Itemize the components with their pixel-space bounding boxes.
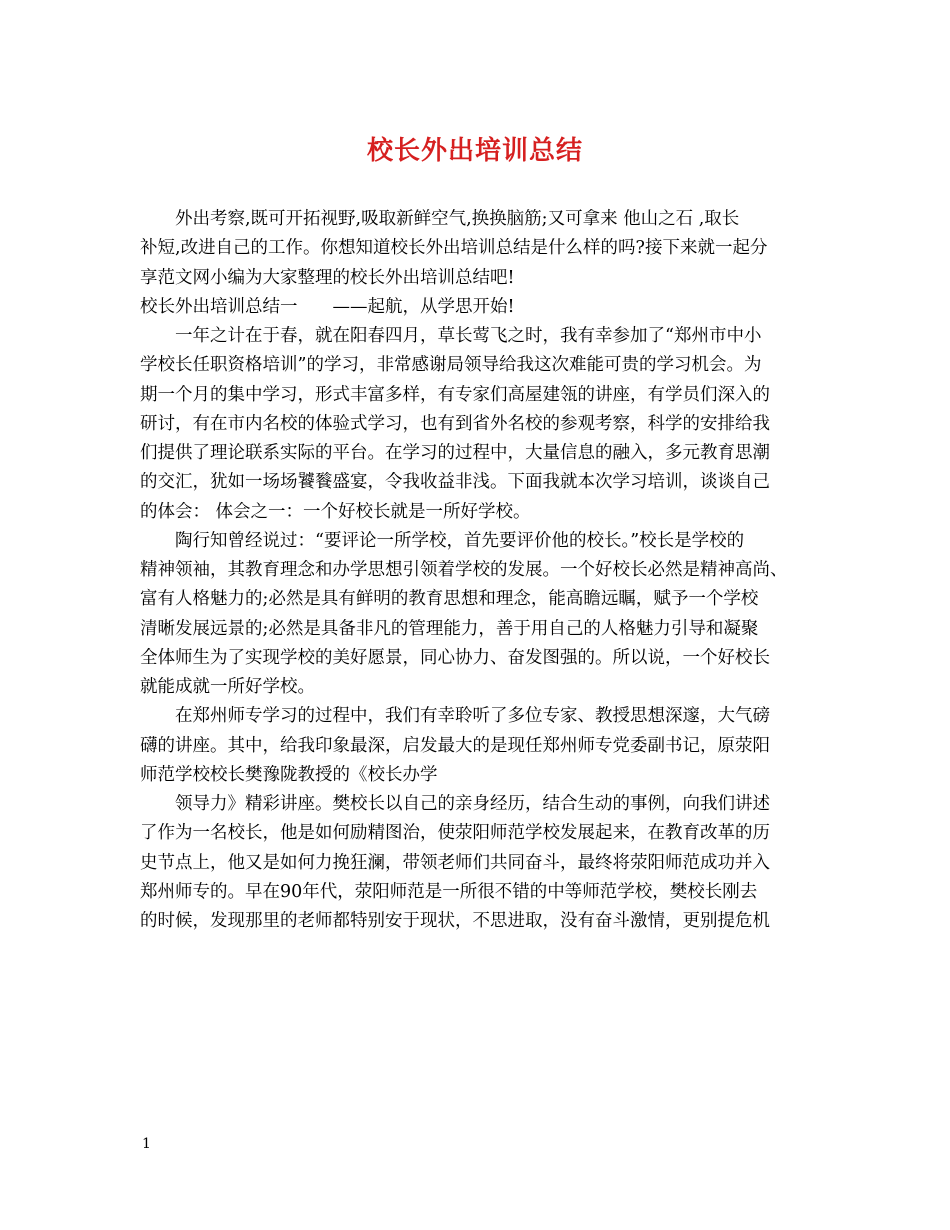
text-line: 领导力》精彩讲座。樊校长以自己的亲身经历，结合生动的事例，向我们讲述 [175, 794, 770, 814]
text-line: 研讨，有在市内名校的体验式学习，也有到省外名校的参观考察，科学的安排给我 [140, 413, 770, 434]
text-line: 了作为一名校长，他是如何励精图治，使荥阳师范学校发展起来，在教育改革的历 [140, 823, 770, 844]
text-line: 一年之计在于春，就在阳春四月，草长莺飞之时，我有幸参加了“郑州市中小 [175, 326, 762, 346]
text-line: 精神领袖，其教育理念和办学思想引领着学校的发展。一个好校长必然是精神高尚、 [140, 560, 788, 580]
text-line: 的体会： 体会之一：一个好校长就是一所好学校。 [140, 501, 531, 522]
text-line: 富有人格魅力的;必然是具有鲜明的教育思想和理念，能高瞻远瞩，赋予一个学校 [140, 589, 759, 610]
text-line: 们提供了理论联系实际的平台。在学习的过程中，大量信息的融入，多元教育思潮 [140, 443, 770, 463]
text-line: 郑州师专的。早在90年代，荥阳师范是一所很不错的中等师范学校，樊校长刚去 [140, 881, 758, 902]
text-line: 期一个月的集中学习，形式丰富多样，有专家们高屋建瓴的讲座，有学员们深入的 [140, 384, 770, 405]
text-line: 享范文网小编为大家整理的校长外出培训总结吧! [140, 267, 515, 288]
text-line: 在郑州师专学习的过程中，我们有幸聆听了多位专家、教授思想深邃，大气磅 [175, 706, 770, 727]
text-line: 陶行知曾经说过：“要评论一所学校，首先要评价他的校长。”校长是学校的 [175, 530, 745, 551]
text-line: 礴的讲座。其中，给我印象最深，启发最大的是现任郑州师专党委副书记，原荥阳 [140, 735, 770, 756]
page-number: 1 [142, 1136, 151, 1152]
text-line: 的交汇，犹如一场场饕餮盛宴，令我收益非浅。下面我就本次学习培训，谈谈自己 [140, 472, 770, 493]
text-line: 全体师生为了实现学校的美好愿景，同心协力、奋发图强的。所以说，一个好校长 [140, 647, 770, 668]
text-line: 师范学校校长樊豫陇教授的《校长办学 [140, 764, 438, 785]
document-title: 校长外出培训总结 [366, 136, 583, 166]
text-line: 校长外出培训总结一 ——起航，从学思开始! [140, 296, 515, 317]
text-line: 外出考察,既可开拓视野,吸取新鲜空气,换换脑筋;又可拿来 他山之石 ,取长 [175, 209, 740, 229]
document-body [140, 205, 820, 936]
text-line: 学校长任职资格培训”的学习，非常感谢局领导给我这次难能可贵的学习机会。为 [140, 355, 762, 376]
text-line: 清晰发展远景的;必然是具备非凡的管理能力，善于用自己的人格魅力引导和凝聚 [140, 618, 759, 639]
text-line: 补短,改进自己的工作。你想知道校长外出培训总结是什么样的吗?接下来就一起分 [140, 238, 768, 259]
text-line: 史节点上，他又是如何力挽狂澜，带领老师们共同奋斗，最终将荥阳师范成功并入 [140, 852, 770, 873]
text-line: 的时候，发现那里的老师都特别安于现状，不思进取，没有奋斗激情，更别提危机 [140, 911, 770, 931]
text-line: 就能成就一所好学校。 [140, 677, 315, 697]
